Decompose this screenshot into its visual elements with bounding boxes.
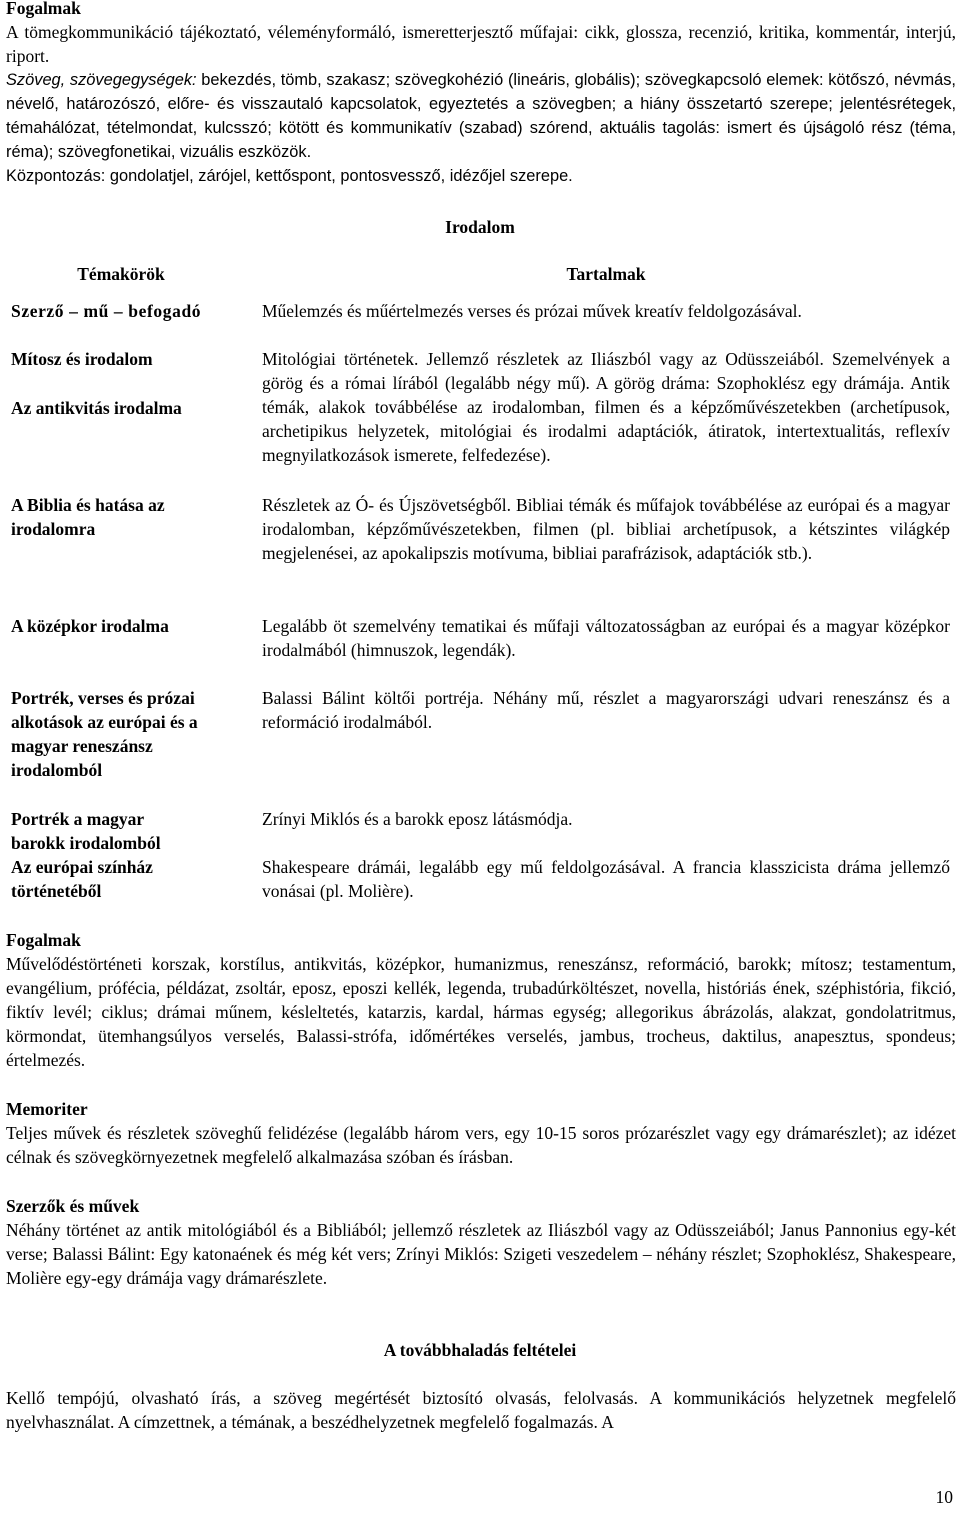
topic-szerzo-mu-befogado: Szerző – mű – befogadó [11, 301, 202, 321]
szerzok-text: Néhány történet az antik mitológiából és a Bibliából; jellemző részletek az Iliászból vagy az Odüsszeiából; Janus Pannonius egy-két verse; Balassi Bálint: Egy katonaének és még két vers; Zrínyi Miklós: Szigeti veszedelem – néhány részlet; Szophoklész, Shakespeare, Molière egy-egy drámája vagy drámarészlete. [6, 1220, 956, 1288]
page-number: 10 [935, 1487, 953, 1507]
content-szerzo-mu-befogado: Műelemzés és műértelmezés verses és prózai művek kreatív feldolgozásával. [262, 301, 802, 321]
szerzok-section [6, 1194, 956, 1290]
col-head-topics: Témakörök [77, 264, 165, 284]
szoveg-text: bekezdés, tömb, szakasz; szövegkohézió (lineáris, globális); szövegkapcsoló elemek: kötőszó, névmás, névelő, határozószó, előre- és visszautaló kapcsolatok, egyeztetés a szövegben; a hiány összetartó szerepe; jelentésrétegek, témahálózat, tételmondat, kulcsszó; kötött és kommunikatív (szabad) szórend, aktuális tagolás: ismert és újságoló rész (téma, réma); szövegfonetikai, vizuális eszközök. [6, 71, 956, 161]
fogalmak2-section [6, 928, 956, 1072]
topic-antikvitas: Az antikvitás irodalma [11, 398, 182, 418]
memoriter-heading: Memoriter [6, 1099, 88, 1119]
content-kozepkor: Legalább öt szemelvény tematikai és műfaji változatosságban az európai és a magyar középkor irodalmából (himnuszok, legendák). [262, 616, 950, 660]
topic-reneszansz: Portrék, verses és prózai alkotások az európai és a magyar reneszánsz irodalomból [11, 688, 198, 780]
memoriter-text: Teljes művek és részletek szöveghű felidézése (legalább három vers, egy 10-15 soros prózarészlet vagy egy drámarészlet); az idézet célnak és szövegkörnyezetnek megfelelő alkalmazása szóban és írásban. [6, 1123, 956, 1167]
content-szinhaz: Shakespeare drámái, legalább egy mű feldolgozásával. A francia klasszicista dráma jellemző vonásai (pl. Molière). [262, 857, 950, 901]
content-antikvitas: Mitológiai történetek. Jellemző részletek az Iliászból vagy az Odüsszeiából. Szemelvények a görög és a római lírából (legalább négy mű). A görög dráma: Szophoklész egy drámája. Antik témák, alakok továbbélése az irodalomban, filmen és a képzőművészetekben (archetípusok, archetipikus helyzetek, mitológiai és irodalmi adaptációk, átiratok, intertextualitás, reflexív megnyilatkozások ismerete, felfedezése). [262, 349, 950, 465]
top-section [6, 0, 956, 188]
fogalmak-text: A tömegkommunikáció tájékoztató, véleményformáló, ismeretterjesztő műfajai: cikk, glossza, recenzió, kritika, kommentár, interjú, riport. [6, 22, 956, 66]
content-barokk: Zrínyi Miklós és a barokk eposz látásmódja. [262, 809, 573, 829]
szerzok-heading: Szerzők és művek [6, 1196, 140, 1216]
irodalom-title: Irodalom [445, 217, 515, 237]
fogalmak-heading: Fogalmak [6, 0, 81, 18]
fogalmak2-heading: Fogalmak [6, 930, 81, 950]
memoriter-section [6, 1097, 956, 1169]
content-reneszansz: Balassi Bálint költői portréja. Néhány mű, részlet a magyarországi udvari reneszánsz és a reformáció irodalmából. [262, 688, 950, 732]
topic-barokk: Portrék a magyar barokk irodalomból [11, 809, 161, 853]
topic-szinhaz: Az európai színház történetéből [11, 857, 153, 901]
content-biblia: Részletek az Ó- és Újszövetségből. Bibliai témák és műfajok továbbélése az európai és a magyar irodalomban, képzőművészetekben, filmen (pl. bibliai archetípusok, a kétszintes világkép megjelenései, az apokalipszis motívuma, bibliai parafrázisok, adaptációk stb.). [262, 495, 950, 563]
topic-mitosz: Mítosz és irodalom [11, 349, 153, 369]
kozpontozas-text: Központozás: gondolatjel, zárójel, kettőspont, pontosvessző, idézőjel szerepe. [6, 167, 573, 185]
topic-kozepkor: A középkor irodalma [11, 616, 169, 636]
szoveg-label: Szöveg, szövegegységek: [6, 71, 197, 89]
col-head-contents: Tartalmak [566, 264, 646, 284]
tovabbhaladas-text: Kellő tempójú, olvasható írás, a szöveg megértését biztosító olvasás, felolvasás. A kommunikációs helyzetnek megfelelő nyelvhasználat. A címzettnek, a témának, a beszédhelyzetnek megfelelő fogalmazás. A [6, 1388, 956, 1432]
topic-biblia: A Biblia és hatása az irodalomra [11, 495, 165, 539]
tovabbhaladas-title: A továbbhaladás feltételei [383, 1340, 577, 1360]
szoveg-paragraph [6, 68, 956, 164]
fogalmak2-text: Művelődéstörténeti korszak, korstílus, antikvitás, középkor, humanizmus, reneszánsz, reformáció, barokk; mítosz; testamentum, evangélium, prófécia, példázat, zsoltár, eposz, eposzi kellék, legenda, trubadúrköltészet, novella, históriás ének, széphistória, fikció, fiktív levél; ciklus; drámai műnem, késleltetés, katarzis, kardal, hármas egység; allegorikus ábrázolás, alakzat, gondolatritmus, körmondat, ütemhangsúlyos verselés, Balassi-strófa, időmértékes verselés, jambus, trocheus, daktilus, anapesztus, spondeus; értelmezés. [6, 954, 956, 1070]
